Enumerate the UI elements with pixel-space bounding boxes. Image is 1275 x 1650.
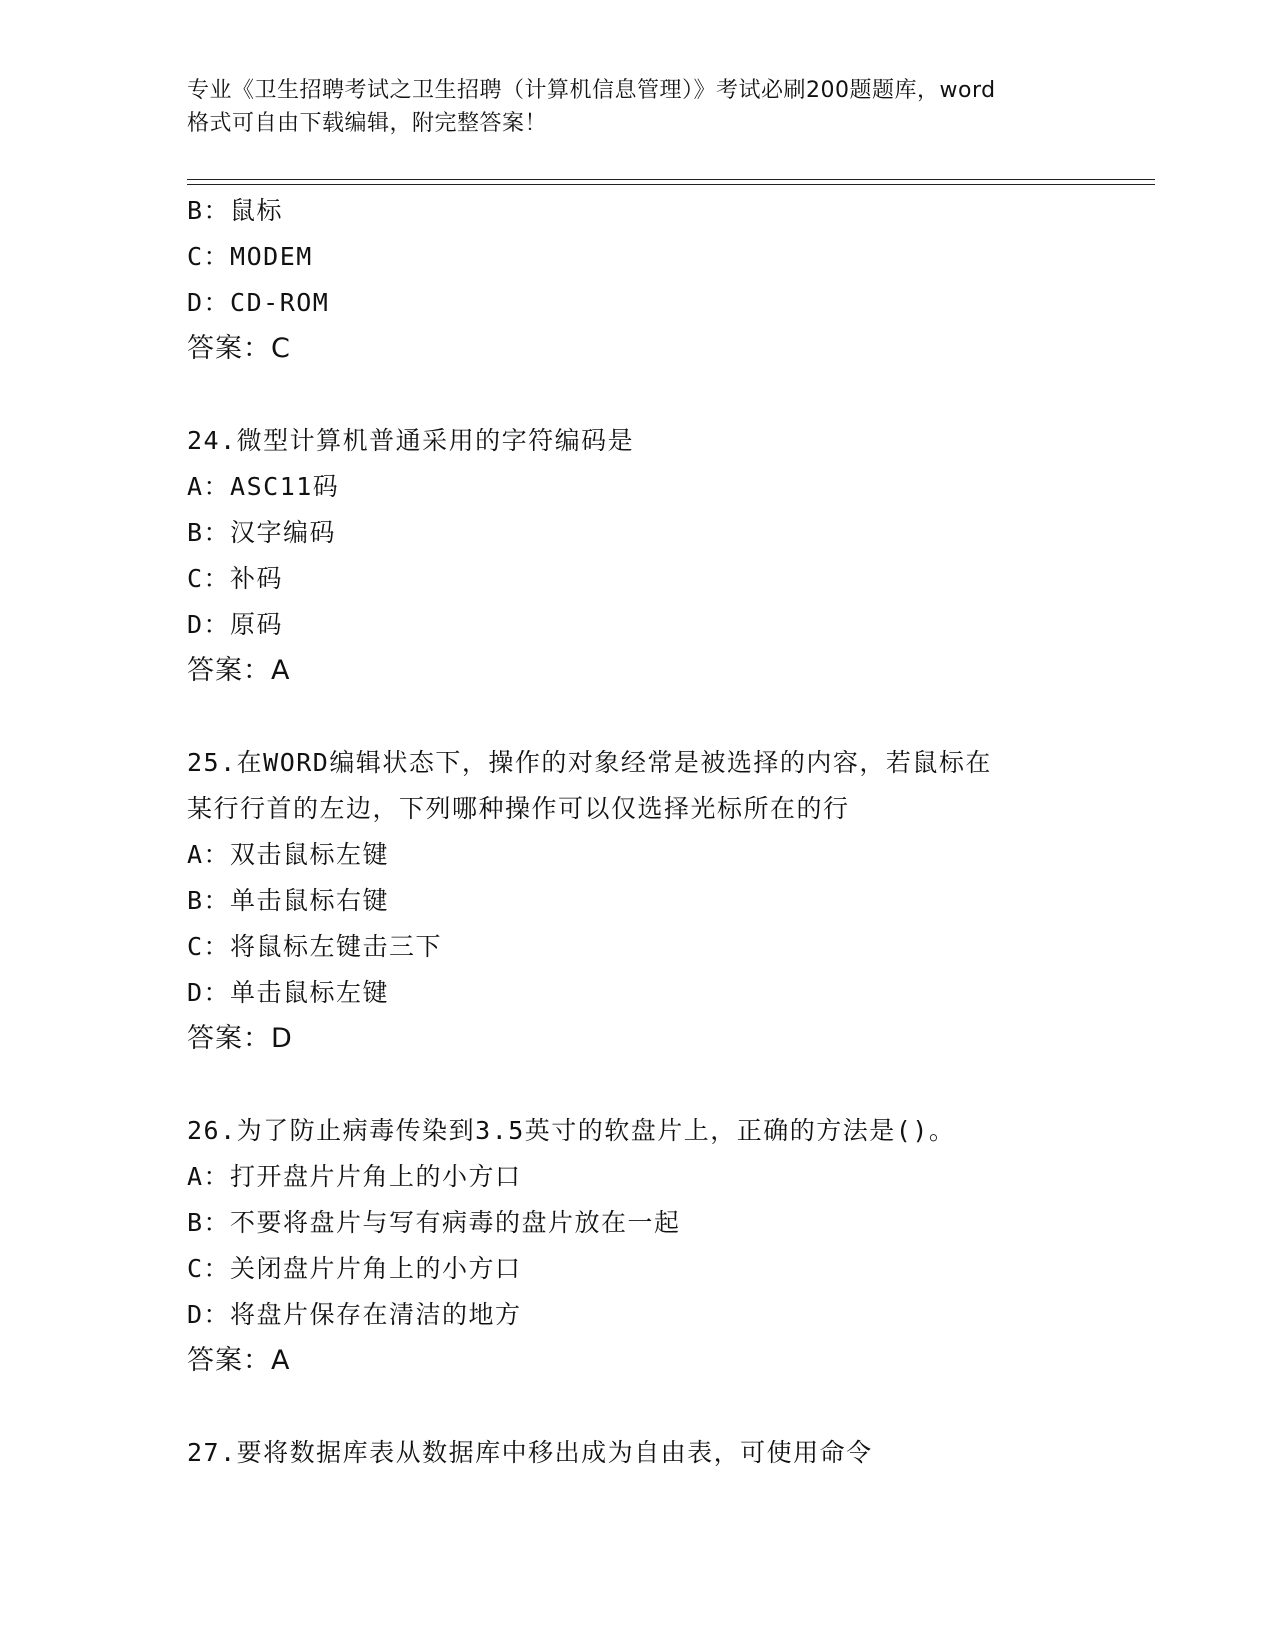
- option-a: A：双击鼠标左键: [187, 840, 390, 869]
- question-stem: 24.微型计算机普通采用的字符编码是: [187, 426, 635, 455]
- option-d: D：单击鼠标左键: [187, 978, 390, 1007]
- question-stem: 26.为了防止病毒传染到3.5英寸的软盘片上，正确的方法是()。: [187, 1116, 956, 1145]
- option-a: A：打开盘片片角上的小方口: [187, 1162, 522, 1191]
- header-rule-bottom: [187, 184, 1155, 185]
- answer: 答案：A: [187, 655, 291, 686]
- header-title-line-2: 格式可自由下载编辑，附完整答案！: [187, 111, 548, 136]
- question-stem: 27.要将数据库表从数据库中移出成为自由表，可使用命令: [187, 1438, 873, 1467]
- question-stem-line-2: 某行行首的左边，下列哪种操作可以仅选择光标所在的行: [187, 794, 850, 823]
- option-c: C：将鼠标左键击三下: [187, 932, 443, 961]
- option-c: C：MODEM: [187, 242, 313, 271]
- question-23: [187, 188, 1137, 372]
- answer: 答案：C: [187, 333, 291, 364]
- header-rule-top: [187, 179, 1155, 180]
- answer: 答案：D: [187, 1023, 293, 1054]
- option-d: D：原码: [187, 610, 284, 639]
- question-26: [187, 1108, 1137, 1384]
- question-stem-line-1: 25.在WORD编辑状态下，操作的对象经常是被选择的内容，若鼠标在: [187, 748, 992, 777]
- question-24: [187, 418, 1137, 694]
- option-b: B：单击鼠标右键: [187, 886, 390, 915]
- question-list: [187, 188, 1137, 1476]
- spacer: [187, 1384, 1137, 1430]
- header-title-line-1: 专业《卫生招聘考试之卫生招聘（计算机信息管理）》考试必刷200题题库，word: [187, 78, 996, 103]
- spacer: [187, 372, 1137, 418]
- question-27: [187, 1430, 1137, 1476]
- option-a: A：ASC11码: [187, 472, 340, 501]
- option-c: C：补码: [187, 564, 284, 593]
- spacer: [187, 1062, 1137, 1108]
- document-header: [187, 74, 1087, 140]
- spacer: [187, 694, 1137, 740]
- option-d: D：CD-ROM: [187, 288, 330, 317]
- option-b: B：鼠标: [187, 196, 284, 225]
- answer: 答案：A: [187, 1345, 291, 1376]
- option-c: C：关闭盘片片角上的小方口: [187, 1254, 522, 1283]
- question-25: [187, 740, 1137, 1062]
- option-b: B：汉字编码: [187, 518, 337, 547]
- option-d: D：将盘片保存在清洁的地方: [187, 1300, 522, 1329]
- option-b: B：不要将盘片与写有病毒的盘片放在一起: [187, 1208, 681, 1237]
